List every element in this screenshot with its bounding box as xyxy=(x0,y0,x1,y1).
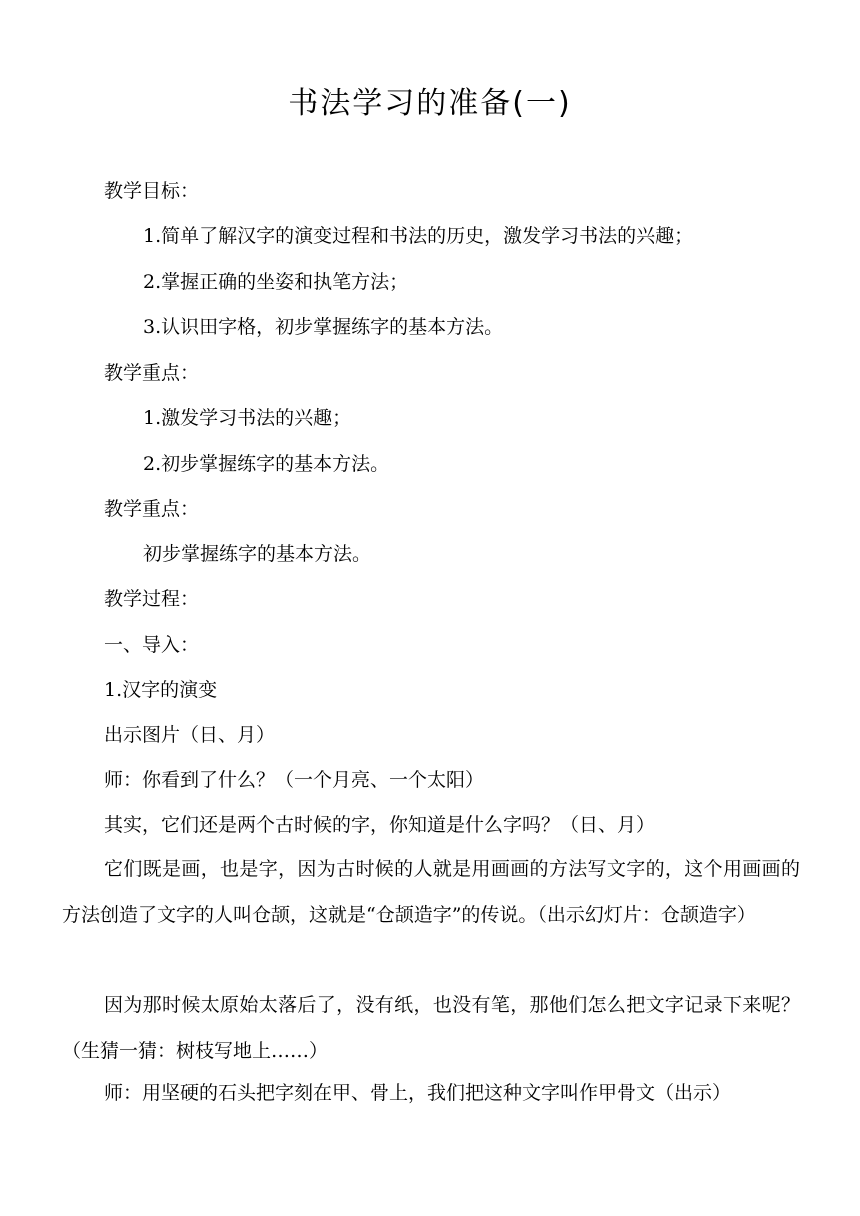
actually-text: 其实，它们还是两个古时候的字，你知道是什么字吗？（日、月） xyxy=(104,814,656,836)
difficulty-text: 初步掌握练字的基本方法。 xyxy=(143,543,372,565)
goal-item-1: 1.简单了解汉字的演变过程和书法的历史，激发学习书法的兴趣； xyxy=(143,225,694,247)
teacher-oracle-text: 师：用坚硬的石头把字刻在甲、骨上，我们把这种文字叫作甲骨文（出示） xyxy=(104,1082,732,1104)
key-point-1: 1.激发学习书法的兴趣； xyxy=(143,407,352,429)
goals-heading: 教学目标： xyxy=(104,180,200,202)
goal-item-2: 2.掌握正确的坐姿和执笔方法； xyxy=(143,271,409,293)
record-paragraph: 因为那时候太原始太落后了，没有纸，也没有笔，那他们怎么把文字记录下来呢？（生猜一猜：树枝写地上……） xyxy=(62,994,800,1062)
difficulty-heading: 教学重点： xyxy=(104,498,200,520)
key-point-2: 2.初步掌握练字的基本方法。 xyxy=(143,453,390,475)
process-heading: 教学过程： xyxy=(104,588,200,610)
teacher-question: 师：你看到了什么？（一个月亮、一个太阳） xyxy=(104,769,485,791)
show-pictures-text: 出示图片（日、月） xyxy=(104,724,276,746)
document-title: 书法学习的准备(一) xyxy=(288,86,572,121)
cangjie-paragraph: 它们既是画，也是字，因为古时候的人就是用画画的方法写文字的，这个用画画的方法创造了文字的人叫仓颉，这就是“仓颉造字”的传说。（出示幻灯片：仓颉造字） xyxy=(62,858,800,926)
step-1-heading: 1.汉字的演变 xyxy=(104,679,218,701)
goal-item-3: 3.认识田字格，初步掌握练字的基本方法。 xyxy=(143,316,504,338)
intro-heading: 一、导入： xyxy=(104,634,200,656)
key-points-heading: 教学重点： xyxy=(104,362,200,384)
